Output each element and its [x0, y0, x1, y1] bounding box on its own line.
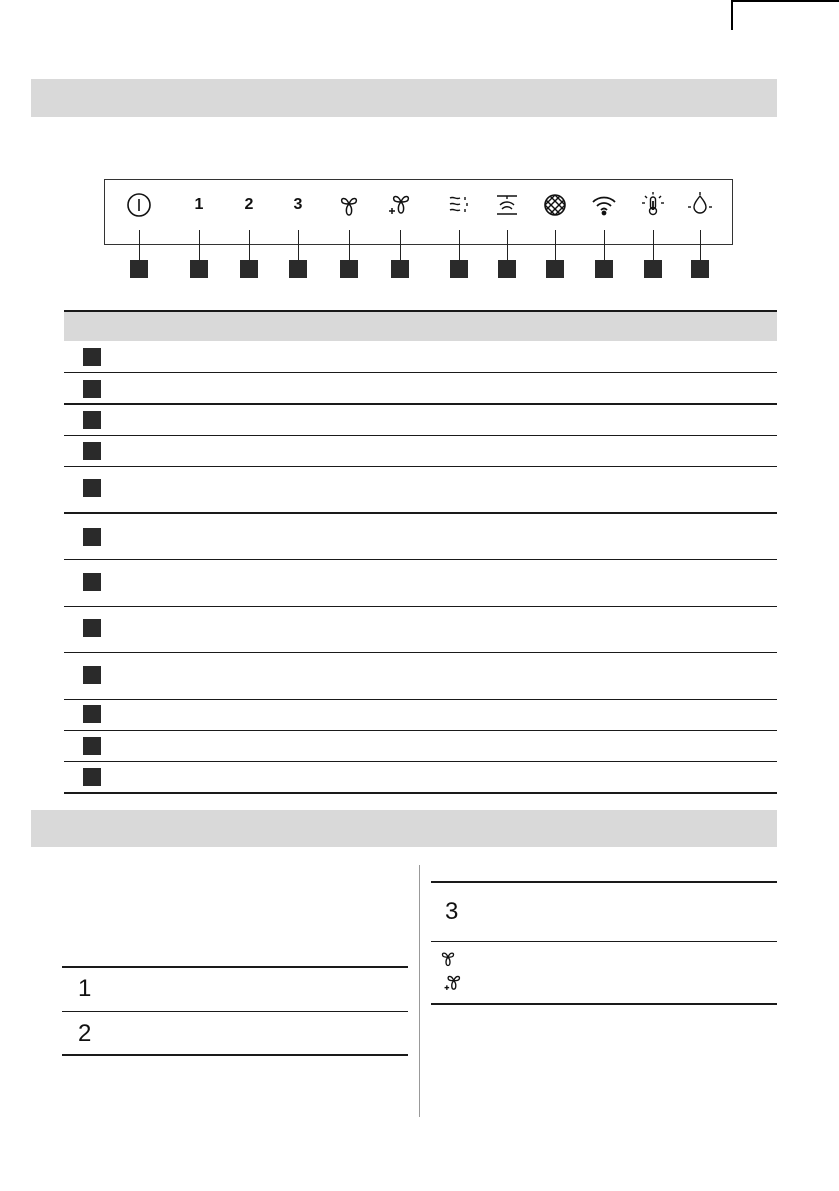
callout-marker	[190, 260, 208, 278]
grease-filter-icon[interactable]	[535, 188, 575, 222]
row-marker	[83, 619, 101, 637]
speed-table-right-bottom-rule	[431, 1003, 777, 1005]
speed-2-label: 2	[78, 1020, 92, 1047]
table-row	[64, 514, 777, 560]
callout-marker	[450, 260, 468, 278]
callout-marker	[595, 260, 613, 278]
callout-marker	[391, 260, 409, 278]
row-marker	[83, 705, 101, 723]
fan-icon	[439, 949, 457, 972]
leader-line	[139, 230, 140, 260]
speed-3-button[interactable]: 3	[293, 196, 303, 213]
row-marker	[83, 573, 101, 591]
row-marker	[83, 442, 101, 460]
callout-marker	[289, 260, 307, 278]
row-marker	[83, 479, 101, 497]
legend-table-header	[64, 310, 777, 341]
power-icon[interactable]	[119, 188, 159, 222]
speed-table-right-top-rule	[431, 881, 777, 883]
row-marker	[83, 380, 101, 398]
callout-marker	[240, 260, 258, 278]
leader-line	[199, 230, 200, 260]
row-marker	[83, 348, 101, 366]
speed-table-bottom-rule	[62, 1054, 408, 1056]
speed-table-right-rule	[431, 941, 777, 942]
table-row	[64, 405, 777, 436]
speed-3-label: 3	[445, 898, 459, 925]
leader-line	[249, 230, 250, 260]
row-marker	[83, 768, 101, 786]
hood-sensor-icon[interactable]	[487, 188, 527, 222]
leader-line	[349, 230, 350, 260]
fan-icon[interactable]	[329, 188, 369, 222]
table-row	[64, 762, 777, 794]
callout-marker	[546, 260, 564, 278]
thermometer-icon[interactable]	[633, 188, 673, 222]
table-row	[64, 436, 777, 467]
fan-plus-icon[interactable]	[380, 188, 420, 222]
leader-line	[653, 230, 654, 260]
table-row	[64, 560, 777, 607]
callout-marker	[691, 260, 709, 278]
speed-1-button[interactable]: 1	[194, 196, 204, 213]
table-row	[64, 341, 777, 373]
steam-icon[interactable]	[439, 188, 479, 222]
speed-1-label: 1	[78, 975, 92, 1002]
corner-mark-vertical	[731, 0, 733, 30]
table-row	[64, 731, 777, 762]
speed-table-rule	[62, 1011, 408, 1012]
column-divider	[419, 865, 420, 1117]
section-header-bar-bottom	[31, 810, 777, 847]
callout-marker	[130, 260, 148, 278]
row-marker	[83, 528, 101, 546]
section-header-bar-top	[31, 79, 777, 117]
table-row	[64, 373, 777, 405]
table-row	[64, 607, 777, 653]
table-row	[64, 467, 777, 514]
table-row	[64, 653, 777, 700]
speed-table-top-rule	[62, 966, 408, 968]
callout-marker	[340, 260, 358, 278]
callout-marker	[644, 260, 662, 278]
row-marker	[83, 411, 101, 429]
leader-line	[555, 230, 556, 260]
fan-plus-icon	[443, 973, 463, 998]
leader-line	[604, 230, 605, 260]
leader-line	[298, 230, 299, 260]
light-bulb-icon[interactable]	[680, 188, 720, 222]
leader-line	[700, 230, 701, 260]
leader-line	[507, 230, 508, 260]
row-marker	[83, 737, 101, 755]
table-row	[64, 700, 777, 731]
callout-marker	[498, 260, 516, 278]
wifi-icon[interactable]	[584, 188, 624, 222]
corner-mark-horizontal	[731, 0, 839, 2]
row-marker	[83, 666, 101, 684]
speed-2-button[interactable]: 2	[244, 196, 254, 213]
leader-line	[400, 230, 401, 260]
leader-line	[459, 230, 460, 260]
